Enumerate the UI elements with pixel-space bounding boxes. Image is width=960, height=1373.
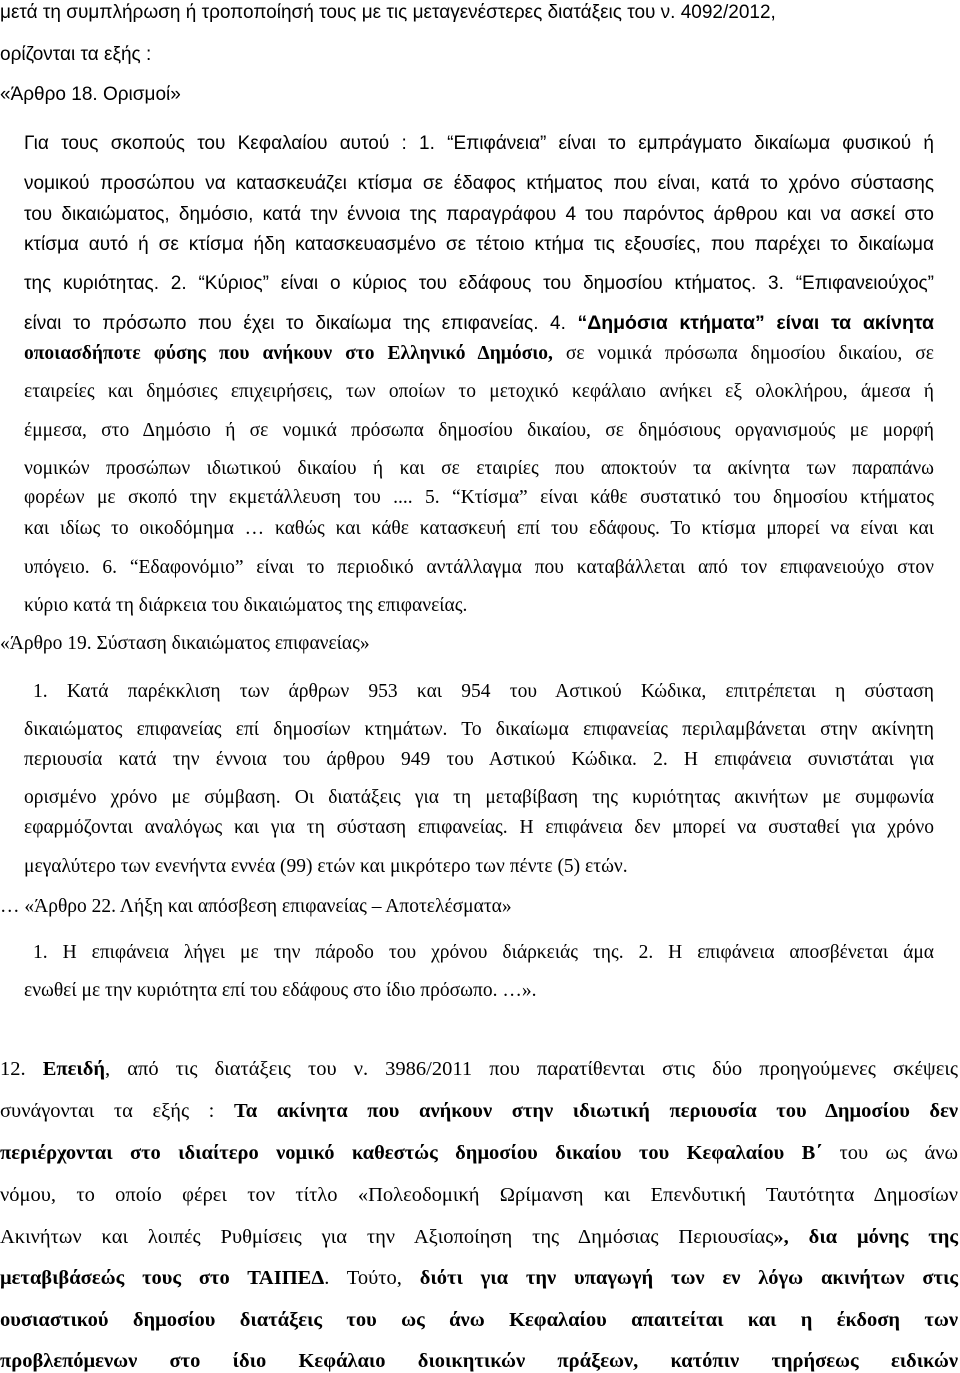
- article-18-line-9: έμμεσα, στο Δημόσιο ή σε νομικά πρόσωπα δημοσίου δικαίου, σε δημόσιους οργανισμούς με μορφή: [24, 420, 934, 441]
- article-19-line-1: 1. Κατά παρέκκλιση των άρθρων 953 και 954 του Αστικού Κώδικα, επιτρέπεται η σύσταση: [33, 681, 934, 702]
- article-18-line-13: υπόγειο. 6. “Εδαφονόμιο” είναι το περιοδικό αντάλλαγμα που καταβάλλεται από τον επιφανειούχο στον: [24, 557, 934, 578]
- private-property-bold: Τα ακίνητα που ανήκουν στην ιδιωτική περιουσία του Δημοσίου δεν: [233, 1100, 958, 1122]
- because-bold: διότι για την υπαγωγή των εν λόγω ακινήτων στις: [419, 1267, 958, 1289]
- legal-regime-bold: περιέρχονται στο ιδιαίτερο νομικό καθεστώς δημοσίου δικαίου του Κεφαλαίου Β΄: [0, 1142, 823, 1164]
- section-12-line-4: νόμου, το οποίο φέρει τον τίτλο «Πολεοδομική Ωρίμανση και Επενδυτική Ταυτότητα Δημοσίων: [0, 1184, 958, 1206]
- section-12-line-8: [0, 1349, 958, 1373]
- article-19-line-4: ορισμένο χρόνο με σύμβαση. Οι διατάξεις για τη μεταβίβαση της κυριότητας ακινήτων με συμφωνία: [24, 787, 934, 808]
- provided-bold: προβλεπόμενων: [0, 1350, 138, 1372]
- section-12-line-7: ουσιαστικού δημοσίου διατάξεις του ως άνω Κεφαλαίου απαιτείται και η έκδοση των: [0, 1309, 958, 1331]
- epeidi-bold: Επειδή: [42, 1058, 106, 1080]
- section-12-line-3-text: του ως άνω: [822, 1142, 958, 1164]
- section-12-line-5-text: Ακινήτων και λοιπές Ρυθμίσεις για την Αξιοποίηση της Δημόσιας Περιουσίας: [0, 1226, 774, 1248]
- section-12-line-1-text: , από τις διατάξεις του ν. 3986/2011 που παρατίθενται στις δύο προηγούμενες σκέψεις: [105, 1058, 959, 1080]
- article-18-line-5: της κυριότητας. 2. “Κύριος” είναι ο κύριος του εδάφους του δημοσίου κτήματος. 3. “Επιφανειούχος”: [24, 273, 934, 294]
- article-18-line-6: [24, 312, 934, 335]
- article-22-line-2: ενωθεί με την κυριότητα επί του εδάφους στο ίδιο πρόσωπο. …».: [24, 980, 537, 1001]
- section-number: 12.: [0, 1058, 43, 1080]
- section-12-line-5: [0, 1225, 958, 1249]
- section-12-line-2-text: συνάγονται τα εξής :: [0, 1100, 234, 1122]
- article-18-line-11: φορέων με σκοπό την εκμετάλλευση του .... 5. “Κτίσμα” είναι κάθε συστατικό του δημοσίου κτήματος: [24, 487, 934, 508]
- article-18-heading: «Άρθρο 18. Ορισμοί»: [0, 84, 181, 105]
- section-12-line-3: [0, 1141, 958, 1165]
- article-19-line-6: μεγαλύτερο των ενενήντα εννέα (99) ετών και μικρότερο των πέντε (5) ετών.: [24, 856, 628, 877]
- article-18-line-7-text: σε νομικά πρόσωπα δημοσίου δικαίου, σε: [552, 343, 935, 364]
- article-18-line-4: κτίσμα αυτό ή σε κτίσμα ήδη κατασκευασμένο σε τέτοιο κτήμα τις εξουσίες, που παρέχει το δικαίωμα: [24, 234, 934, 255]
- article-18-line-12: και ιδίως το οικοδόμημα … καθώς και κάθε κατασκευή επί του εδάφους. Το κτίσμα μπορεί να είναι και: [24, 518, 934, 539]
- article-19-line-3: περιουσία κατά την έννοια του άρθρου 949 του Αστικού Κώδικα. 2. Η επιφάνεια συνιστάται για: [24, 749, 934, 770]
- section-12-line-1: [0, 1057, 958, 1081]
- article-18-line-3: του δικαιώματος, δημόσιο, κατά την έννοια της παραγράφου 4 του παρόντος άρθρου και να ασκεί στο: [24, 204, 934, 225]
- section-12-line-6-text: . Τούτο,: [324, 1267, 420, 1289]
- article-22-line-1: 1. Η επιφάνεια λήγει με την πάροδο του χρόνου διάρκειάς της. 2. Η επιφάνεια αποσβένεται άμα: [33, 942, 934, 963]
- article-19-line-2: δικαιώματος επιφανείας επί δημοσίων κτημάτων. Το δικαίωμα επιφανείας περιλαμβάνεται στην ακίνητη: [24, 719, 934, 740]
- taiped-transfer-bold: μεταβιβάσεώς τους στο ΤΑΙΠΕΔ: [0, 1267, 325, 1289]
- article-18-line-14: κύριο κατά τη διάρκεια του δικαιώματος της επιφανείας.: [24, 595, 468, 616]
- article-18-line-1: Για τους σκοπούς του Κεφαλαίου αυτού : 1. “Επιφάνεια” είναι το εμπράγματο δικαίωμα φυσικού ή: [24, 133, 934, 154]
- section-12-line-8-text: στο ίδιο Κεφάλαιο διοικητικών πράξεων, κατόπιν τηρήσεως ειδικών: [137, 1350, 958, 1372]
- article-18-line-6-text: είναι το πρόσωπο που έχει το δικαίωμα της επιφανείας. 4.: [24, 313, 578, 334]
- only-transfer-bold: », δια μόνης της: [773, 1226, 958, 1248]
- greek-state-bold: οποιασδήποτε φύσης που ανήκουν στο Ελληνικό Δημόσιο,: [24, 343, 553, 364]
- section-12-line-2: [0, 1099, 958, 1123]
- article-19-line-5: εφαρμόζονται αναλόγως και για τη σύσταση επιφανείας. Η επιφάνεια δεν μπορεί να συσταθεί για χρόνο: [24, 817, 934, 838]
- public-estates-term: “Δημόσια κτήματα” είναι τα ακίνητα: [577, 312, 935, 334]
- intro-line-1: μετά τη συμπλήρωση ή τροποποίησή τους με τις μεταγενέστερες διατάξεις του ν. 4092/2012,: [0, 2, 776, 23]
- section-12-line-6: [0, 1266, 958, 1290]
- article-22-heading: … «Άρθρο 22. Λήξη και απόσβεση επιφανείας – Αποτελέσματα»: [0, 896, 512, 917]
- intro-line-2: ορίζονται τα εξής :: [0, 44, 152, 65]
- article-18-line-2: νομικού προσώπου να κατασκευάζει κτίσμα σε έδαφος κτήματος που είναι, κατά το χρόνο σύστασης: [24, 173, 934, 194]
- article-18-line-10: νομικών προσώπων ιδιωτικού δικαίου ή και σε εταιρίες που αποκτούν τα ακίνητα των παραπάνω: [24, 458, 934, 479]
- article-19-heading: «Άρθρο 19. Σύσταση δικαιώματος επιφανείας»: [0, 633, 370, 654]
- article-18-line-7: [24, 343, 934, 365]
- article-18-line-8: εταιρείες και δημόσιες επιχειρήσεις, των οποίων το μετοχικό κεφάλαιο ανήκει εξ ολοκλήρου, άμεσα ή: [24, 381, 934, 402]
